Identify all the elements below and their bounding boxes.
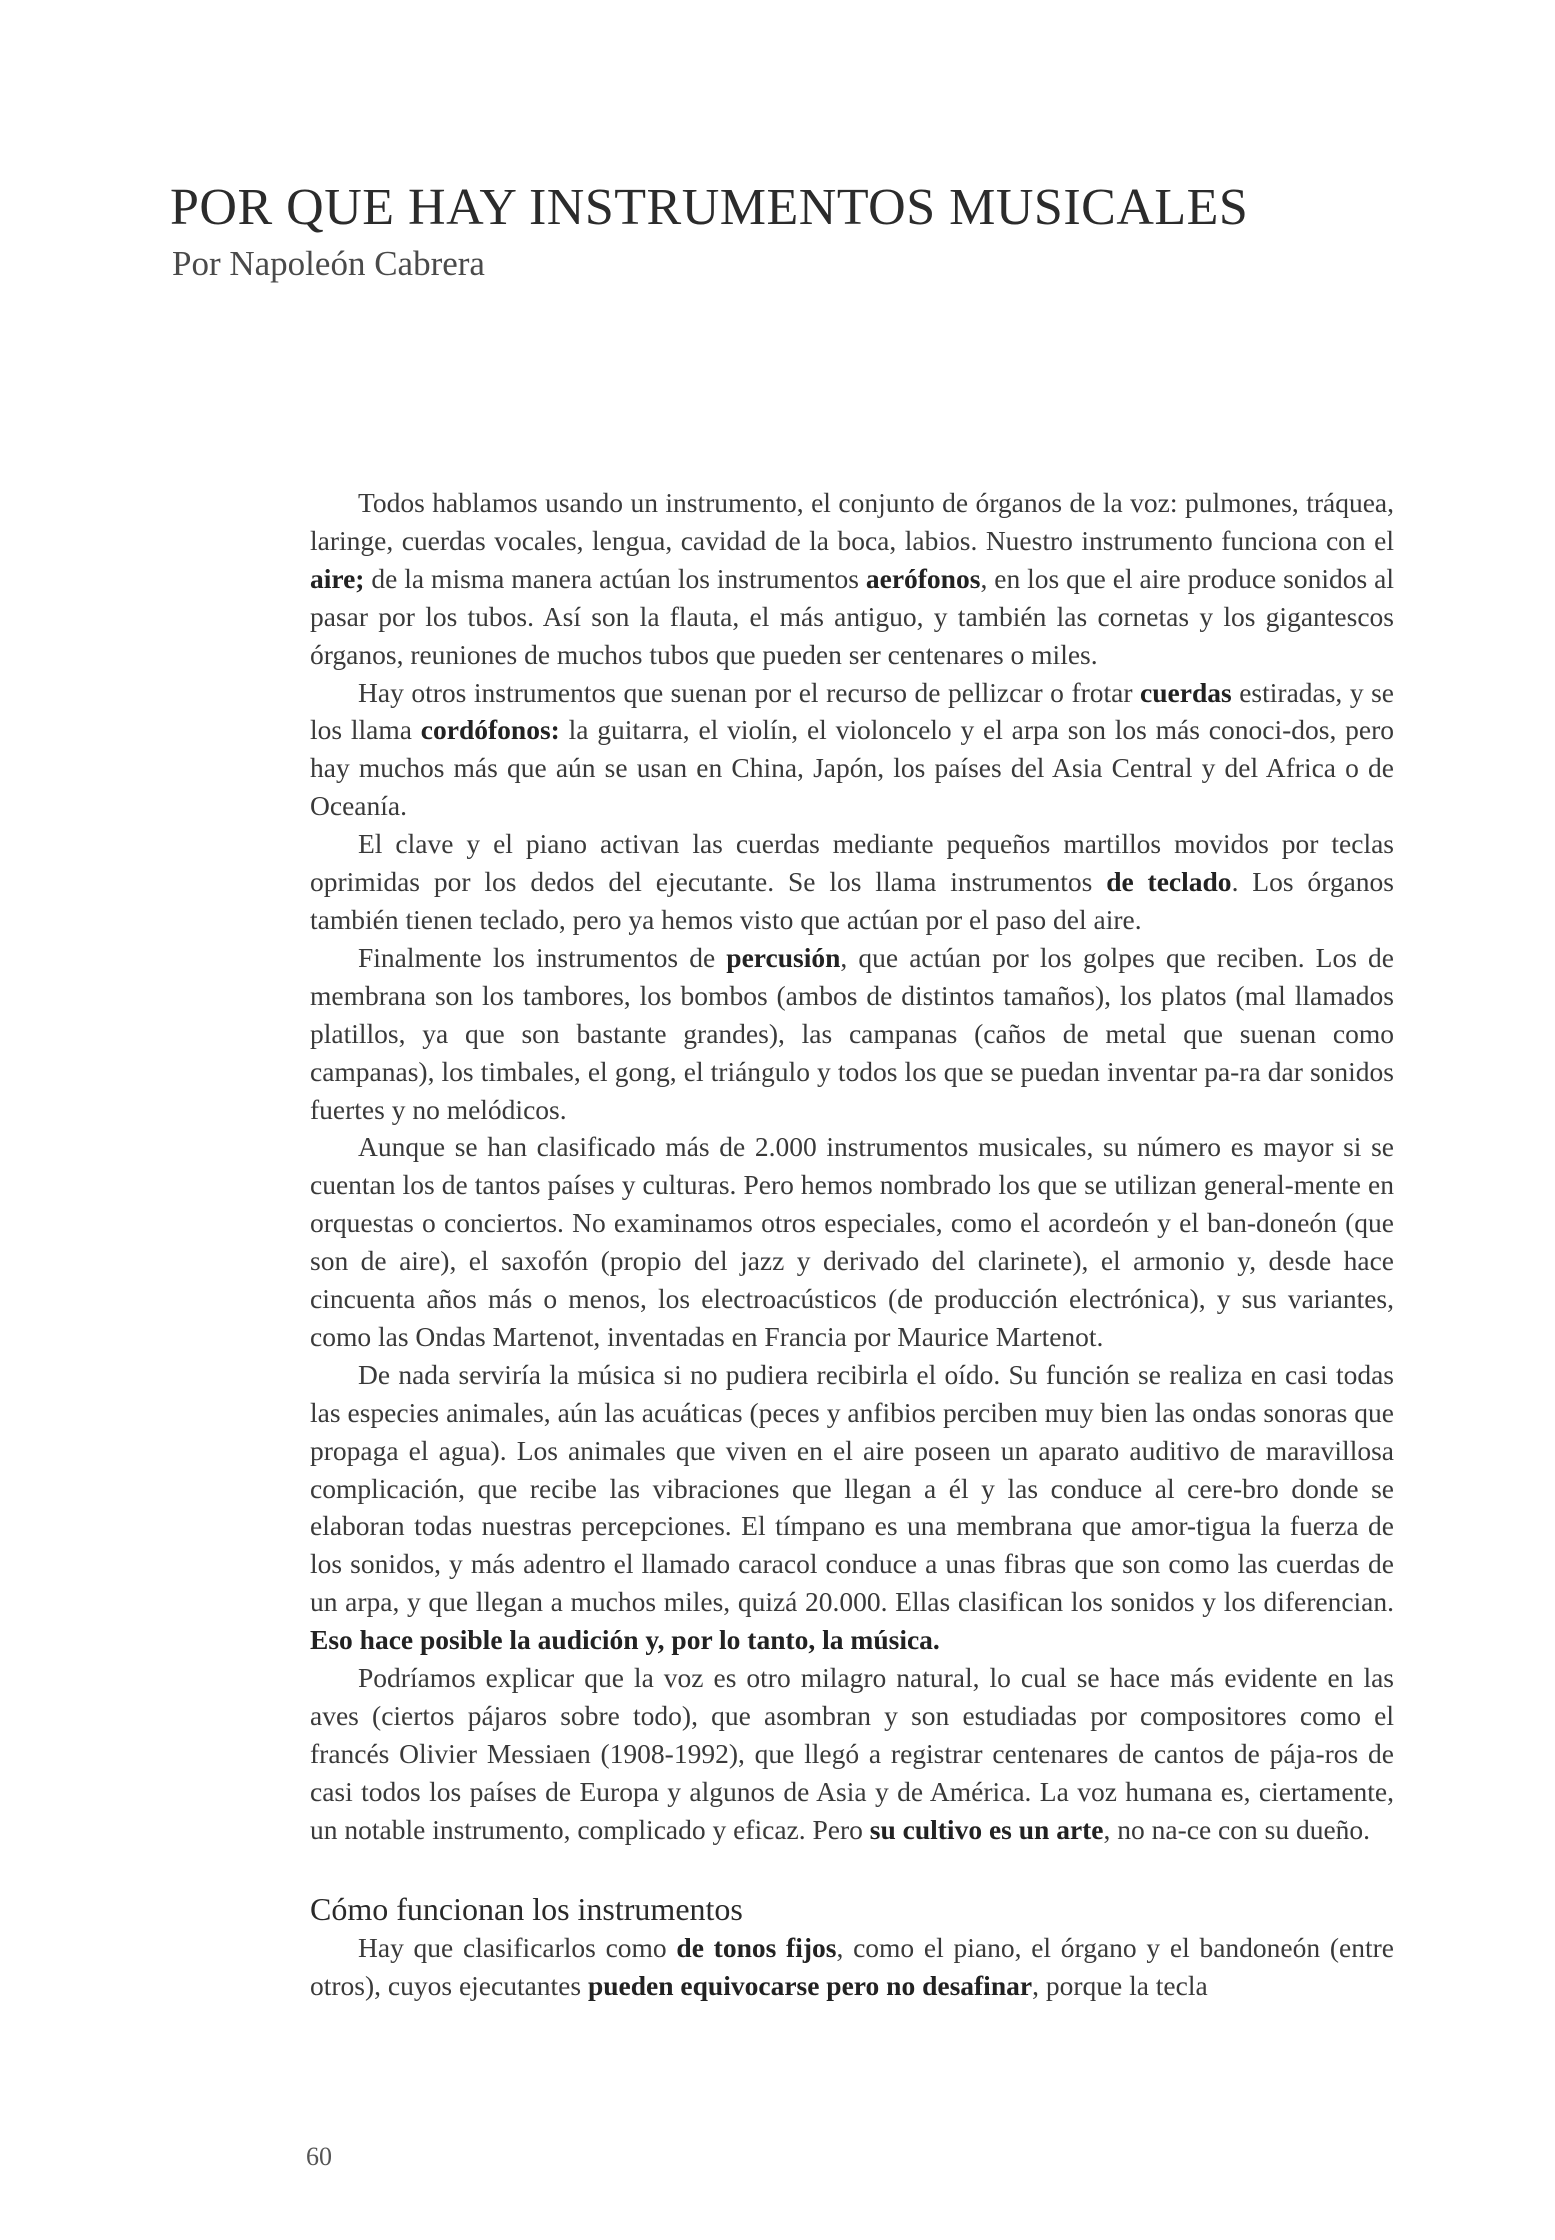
emphasis-run: aerófonos xyxy=(865,562,981,594)
text-run: Finalmente los instrumentos de xyxy=(358,941,727,973)
text-run: De nada serviría la música si no pudiera recibirla el oído. Su función se realiza en casi todas las especies animales, aún las acuáticas (peces y anfibios perciben muy bien las ondas sonoras que propaga el agua). Los animales que viven en el aire poseen un aparato auditivo de maravillosa complicación, que recibe las vibraciones que llegan a él y las conduce al cere-bro donde se elaboran todas nuestras percepciones. El tímpano es una membrana que amor-tigua la fuerza de los sonidos, y más adentro el llamado caracol conduce a unas fibras que son como las cuerdas de un arpa, y que llegan a muchos miles, quizá 20.000. Ellas clasifican los sonidos y los diferencian. xyxy=(310,1358,1394,1618)
body-paragraph xyxy=(310,939,1394,1129)
emphasis-run: percusión xyxy=(726,941,841,973)
text-run: Podríamos explicar que la voz es otro milagro natural, lo cual se hace más evidente en las aves (ciertos pájaros sobre todo), que asombran y son estudiadas por compositores como el francés Olivier Messiaen (1908-1992), que llegó a registrar centenares de cantos de pája-ros de casi todos los países de Europa y algunos de Asia y de América. La voz humana es, ciertamente, un notable instrumento, complicado y eficaz. Pero xyxy=(310,1662,1394,1845)
emphasis-run: de teclado xyxy=(1106,866,1232,898)
text-run: Hay otros instrumentos que suenan por el recurso de pellizcar o frotar xyxy=(358,676,1141,708)
text-run: El clave y el piano activan las cuerdas mediante pequeños martillos movidos por teclas oprimidas por los dedos del ejecutante. Se los llama instrumentos xyxy=(310,828,1394,898)
text-run: Todos hablamos usando un instrumento, el conjunto de órganos de la voz: pulmones, tráquea, laringe, cuerdas vocales, lengua, cavidad de la boca, labios. Nuestro instrumento funciona con el xyxy=(310,487,1394,556)
article-byline: Por Napoleón Cabrera xyxy=(172,244,485,283)
section-heading: Cómo funcionan los instrumentos xyxy=(310,1890,743,1927)
text-run: , no na-ce con su dueño. xyxy=(1103,1813,1371,1845)
text-run: Hay que clasificarlos como xyxy=(358,1931,677,1963)
body-paragraph xyxy=(310,1128,1394,1355)
text-run: de la misma manera actúan los instrumentos xyxy=(364,562,866,594)
page-number: 60 xyxy=(306,2142,332,2171)
body-paragraph xyxy=(310,484,1394,674)
body-paragraph xyxy=(310,674,1394,826)
text-run: . Los órganos también tienen teclado, pero ya hemos visto que actúan por el paso del aire. xyxy=(310,866,1394,935)
text-run: la guitarra, el violín, el violoncelo y el arpa son los más conoci-dos, pero hay muchos más que aún se usan en China, Japón, los países del Asia Central y del Africa o de Oceanía. xyxy=(310,714,1394,822)
emphasis-run: Eso hace posible la audición y, por lo tanto, la música. xyxy=(310,1624,940,1656)
emphasis-run: su cultivo es un arte xyxy=(869,1813,1104,1845)
text-run: , en los que el aire produce sonidos al pasar por los tubos. Así son la flauta, el más antiguo, y también las cornetas y los gigantescos órganos, reuniones de muchos tubos que pueden ser centenares o miles. xyxy=(310,562,1394,670)
emphasis-run: de tonos fijos xyxy=(676,1931,837,1963)
emphasis-run: cuerdas xyxy=(1140,676,1232,708)
text-run: estiradas, y se los llama xyxy=(310,676,1394,746)
emphasis-run: pueden equivocarse pero no desafinar xyxy=(587,1969,1033,2001)
text-run: , que actúan por los golpes que reciben. Los de membrana son los tambores, los bombos (ambos de distintos tamaños), los platos (mal llamados platillos, ya que son bastante grandes), las campanas (caños de metal que suenan como campanas), los timbales, el gong, el triángulo y todos los que se puedan inventar pa-ra dar sonidos fuertes y no melódicos. xyxy=(310,941,1394,1125)
text-run: , porque la tecla xyxy=(1032,1969,1208,2001)
emphasis-run: aire; xyxy=(310,562,365,594)
emphasis-run: cordófonos: xyxy=(420,714,560,746)
text-run: Aunque se han clasificado más de 2.000 instrumentos musicales, su número es mayor si se cuentan los de tantos países y culturas. Pero hemos nombrado los que se utilizan general-mente en orquestas o conciertos. No examinamos otros especiales, como el acordeón y el ban-doneón (que son de aire), el saxofón (propio del jazz y derivado del clarinete), el armonio y, desde hace cincuenta años más o menos, los electroacústicos (de producción electrónica), y sus variantes, como las Ondas Martenot, inventadas en Francia por Maurice Martenot. xyxy=(310,1131,1394,1352)
body-paragraph xyxy=(310,825,1394,939)
text-run: , como el piano, el órgano y el bandoneón (entre otros), cuyos ejecutantes xyxy=(310,1931,1394,2001)
article-body xyxy=(310,484,1394,2004)
article-title: POR QUE HAY INSTRUMENTOS MUSICALES xyxy=(170,179,1249,236)
body-paragraph xyxy=(310,1929,1394,2005)
body-paragraph xyxy=(310,1356,1394,1659)
body-paragraph xyxy=(310,1659,1394,1849)
